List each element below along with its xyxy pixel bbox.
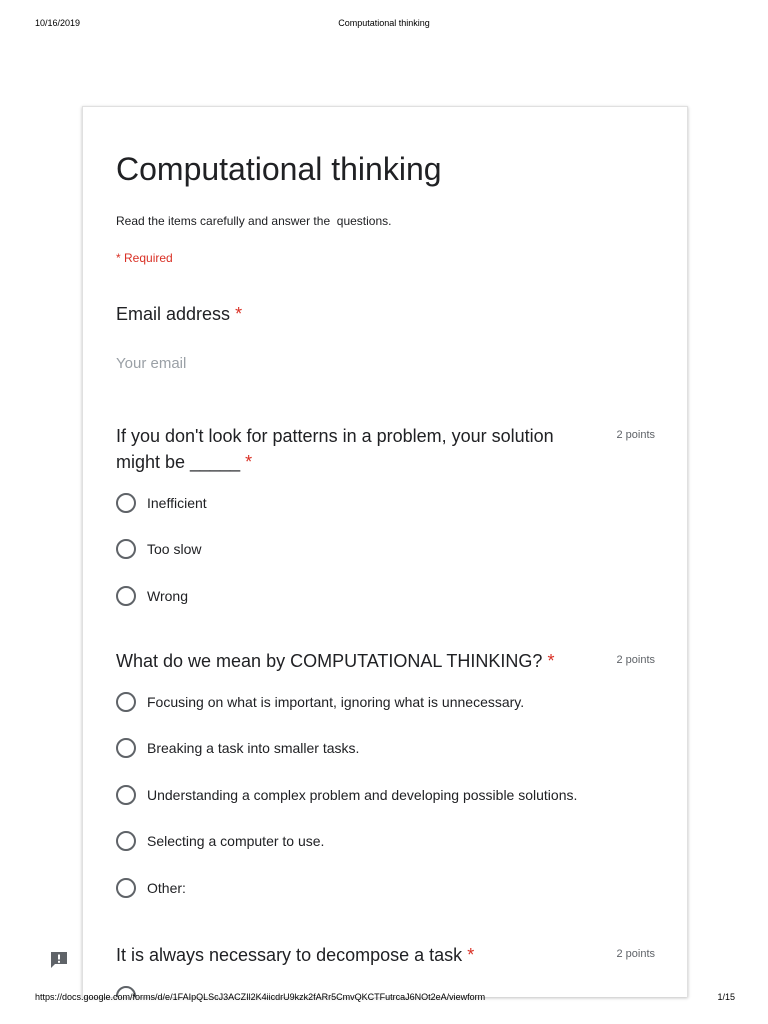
required-asterisk: * — [235, 304, 243, 324]
feedback-icon — [49, 950, 69, 970]
email-label — [116, 301, 242, 327]
question-1-text: If you don't look for patterns in a problem, your solution might be _____ — [116, 426, 554, 472]
question-2-option-other[interactable] — [116, 877, 186, 899]
question-2-title — [116, 648, 586, 674]
question-1-points: 2 points — [616, 429, 655, 441]
required-asterisk: * — [245, 452, 253, 472]
print-footer — [0, 992, 768, 1006]
option-label: Other: — [147, 880, 186, 896]
option-label: Focusing on what is important, ignoring what is unnecessary. — [147, 694, 525, 710]
option-label: Wrong — [147, 588, 188, 604]
radio-button[interactable] — [116, 878, 136, 898]
required-note: * Required — [116, 251, 173, 265]
required-asterisk: * — [467, 945, 475, 965]
question-3-text: It is always necessary to decompose a task — [116, 945, 463, 965]
question-1-title — [116, 423, 586, 475]
radio-button[interactable] — [116, 738, 136, 758]
print-url: https://docs.google.com/forms/d/e/1FAIpQLScJ3ACZIl2K4iicdrU9kzk2fARr5CmvQKCTFutrcaJ6NOt2eA/viewform — [35, 992, 486, 1002]
radio-button[interactable] — [116, 692, 136, 712]
option-label: Inefficient — [147, 495, 207, 511]
question-2-option-4[interactable] — [116, 830, 324, 852]
option-label: Too slow — [147, 541, 202, 557]
print-header — [0, 18, 768, 32]
radio-button[interactable] — [116, 785, 136, 805]
form-description: Read the items carefully and answer the questions. — [116, 214, 392, 228]
option-label: Selecting a computer to use. — [147, 833, 325, 849]
print-title: Computational thinking — [338, 18, 430, 28]
feedback-button[interactable] — [48, 950, 70, 970]
question-2-option-3[interactable] — [116, 784, 577, 806]
question-1-option-2[interactable] — [116, 538, 201, 560]
question-2-option-1[interactable] — [116, 691, 524, 713]
question-2-option-2[interactable] — [116, 737, 359, 759]
question-1-option-1[interactable] — [116, 492, 207, 514]
question-3-points: 2 points — [616, 948, 655, 960]
option-label: Breaking a task into smaller tasks. — [147, 740, 360, 756]
form-card — [82, 106, 688, 997]
form-title: Computational thinking — [116, 151, 442, 187]
page-number: 1/15 — [717, 992, 735, 1002]
question-2-points: 2 points — [616, 654, 655, 666]
question-3-title — [116, 942, 586, 968]
question-2-text: What do we mean by COMPUTATIONAL THINKING? — [116, 651, 543, 671]
email-field[interactable] — [116, 351, 416, 375]
print-date: 10/16/2019 — [35, 18, 81, 28]
radio-button[interactable] — [116, 493, 136, 513]
radio-button[interactable] — [116, 539, 136, 559]
radio-button[interactable] — [116, 831, 136, 851]
radio-button[interactable] — [116, 586, 136, 606]
option-label: Understanding a complex problem and developing possible solutions. — [147, 787, 578, 803]
question-1-option-3[interactable] — [116, 585, 188, 607]
required-asterisk: * — [547, 651, 555, 671]
email-label-text: Email address — [116, 304, 231, 324]
